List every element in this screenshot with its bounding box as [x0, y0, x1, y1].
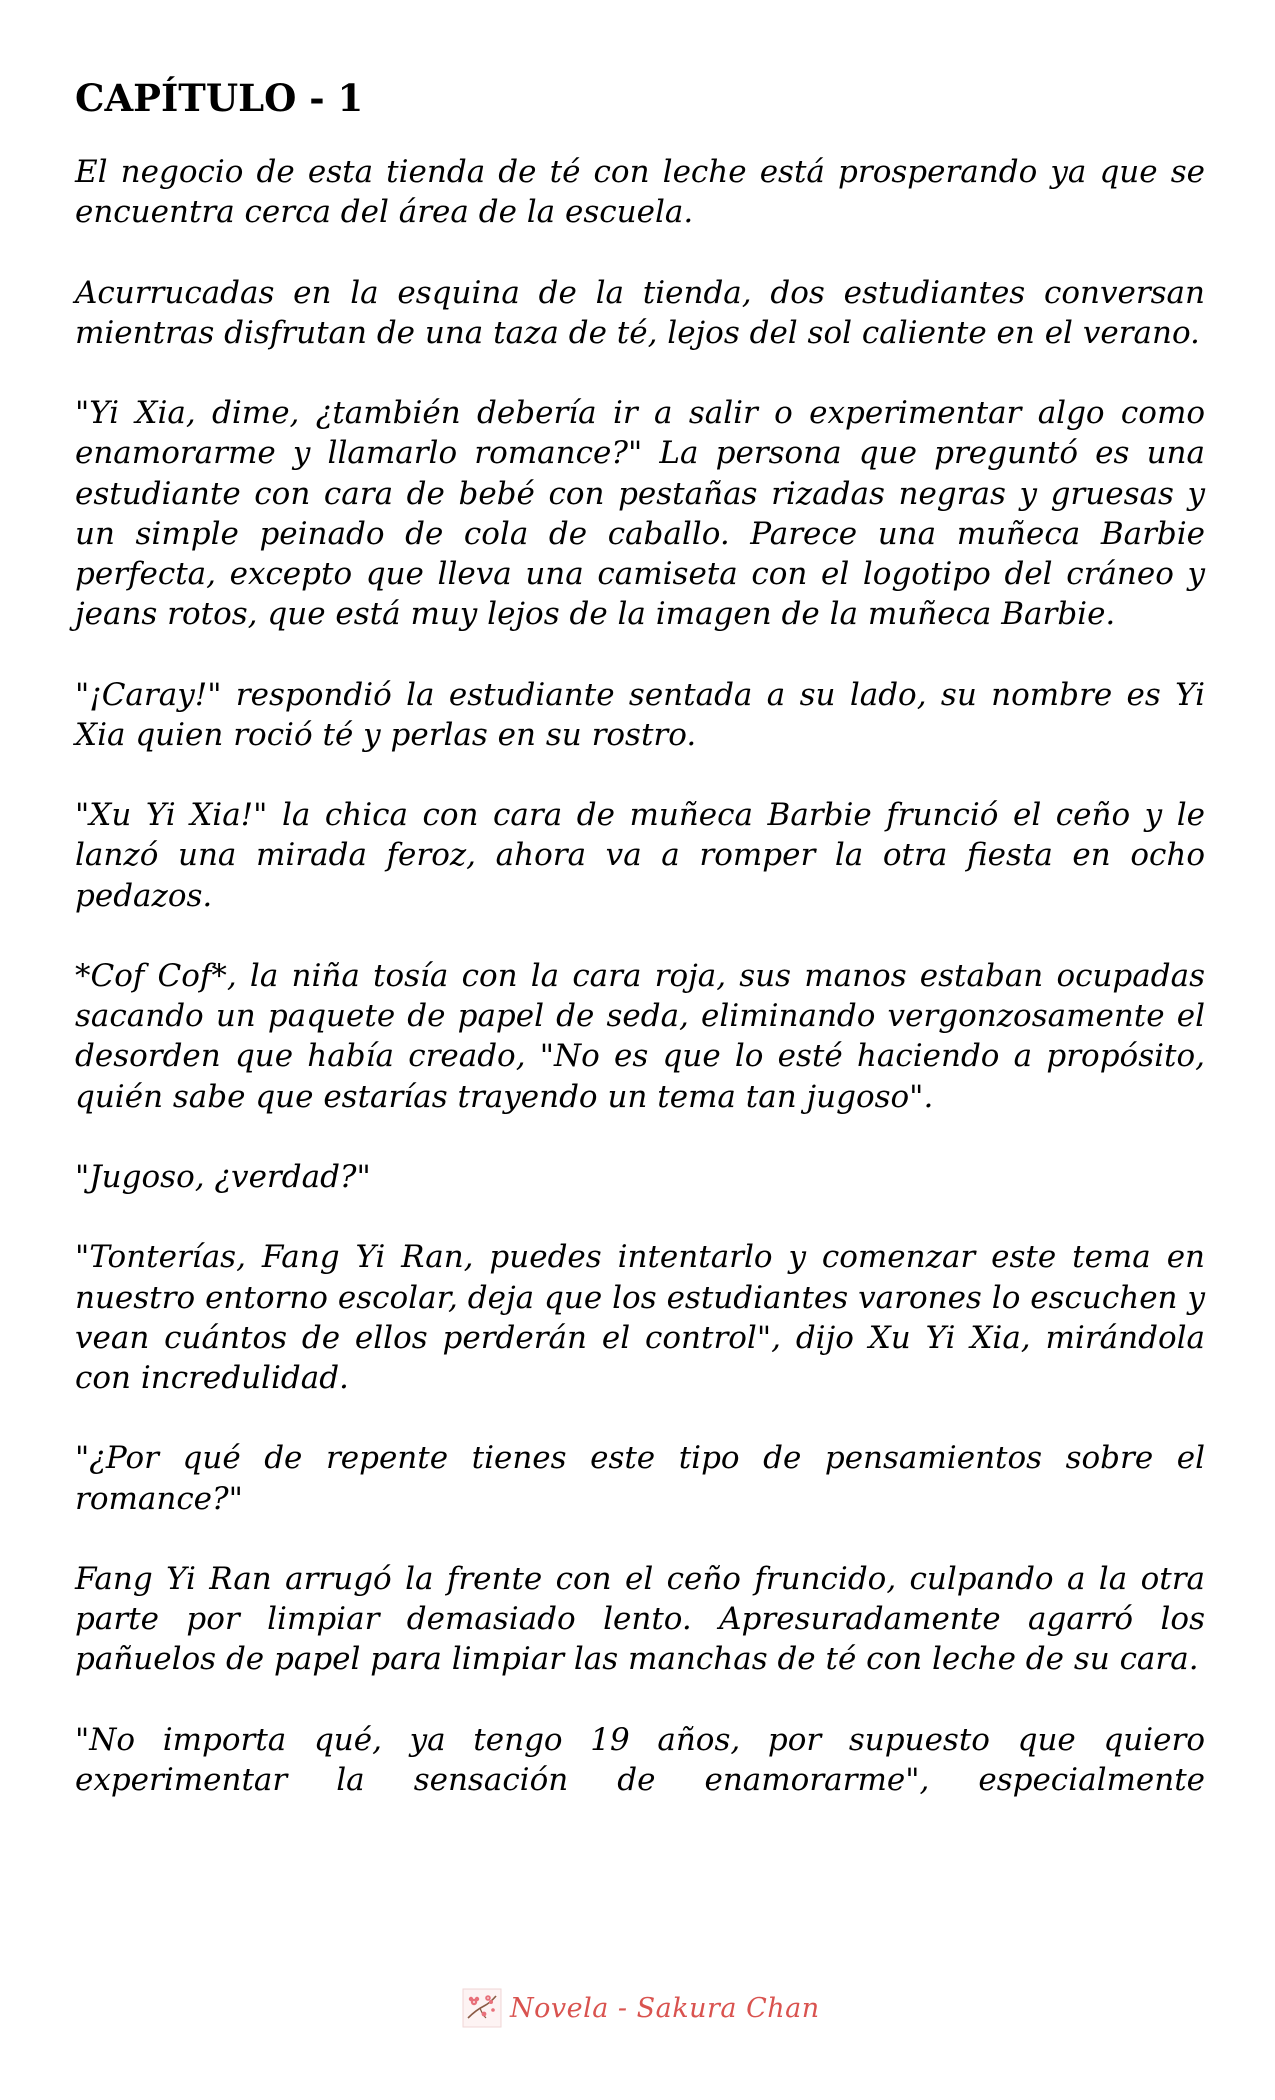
paragraph: "Xu Yi Xia!" la chica con cara de muñeca Barbie frunció el ceño y le lanzó una mirada feroz, ahora va a romper la otra fiesta en ocho pedazos.: [75, 797, 1205, 914]
footer-watermark: [462, 1984, 820, 2032]
paragraph: Fang Yi Ran arrugó la frente con el ceño fruncido, culpando a la otra parte por limpiar demasiado lento. Apresuradamente agarró los pañuelos de papel para limpiar las manchas de té con leche de su cara.: [75, 1560, 1205, 1678]
sakura-blossom-icon: [462, 1988, 502, 2028]
paragraph: "¿Por qué de repente tienes este tipo de pensamientos sobre el romance?": [75, 1440, 1205, 1517]
paragraph: "Tonterías, Fang Yi Ran, puedes intentarlo y comenzar este tema en nuestro entorno escolar, deja que los estudiantes varones lo escuchen y vean cuántos de ellos perderán el control", dijo Xu Yi Xia, mirándola con incredulidad.: [75, 1239, 1205, 1396]
watermark-text: Novela - Sakura Chan: [510, 1992, 820, 2024]
chapter-title: CAPÍTULO - 1: [75, 76, 364, 120]
paragraph: Acurrucadas en la esquina de la tienda, dos estudiantes conversan mientras disfrutan de una taza de té, lejos del sol caliente en el verano.: [75, 274, 1205, 351]
paragraph: "¡Caray!" respondió la estudiante sentada a su lado, su nombre es Yi Xia quien roció té y perlas en su rostro.: [75, 676, 1205, 753]
chapter-content: [75, 68, 1205, 1800]
paragraph: "Jugoso, ¿verdad?": [75, 1158, 371, 1195]
paragraph: *Cof Cof*, la niña tosía con la cara roja, sus manos estaban ocupadas sacando un paquete de papel de seda, eliminando vergonzosamente el desorden que había creado, "No es que lo esté haciendo a propósito, quién sabe que estarías trayendo un tema tan jugoso".: [75, 957, 1205, 1115]
paragraph: El negocio de esta tienda de té con leche está prosperando ya que se encuentra cerca del área de la escuela.: [75, 154, 1205, 231]
paragraph: "No importa qué, ya tengo 19 años, por supuesto que quiero experimentar la sensación de enamorarme", especialmente: [75, 1721, 1205, 1798]
paragraph: "Yi Xia, dime, ¿también debería ir a salir o experimentar algo como enamorarme y llamarlo romance?" La persona que preguntó es una estudiante con cara de bebé con pestañas rizadas negras y gruesas y un simple peinado de cola de caballo. Parece una muñeca Barbie perfecta, excepto que lleva una camiseta con el logotipo del cráneo y jeans rotos, que está muy lejos de la imagen de la muñeca Barbie.: [75, 395, 1205, 633]
